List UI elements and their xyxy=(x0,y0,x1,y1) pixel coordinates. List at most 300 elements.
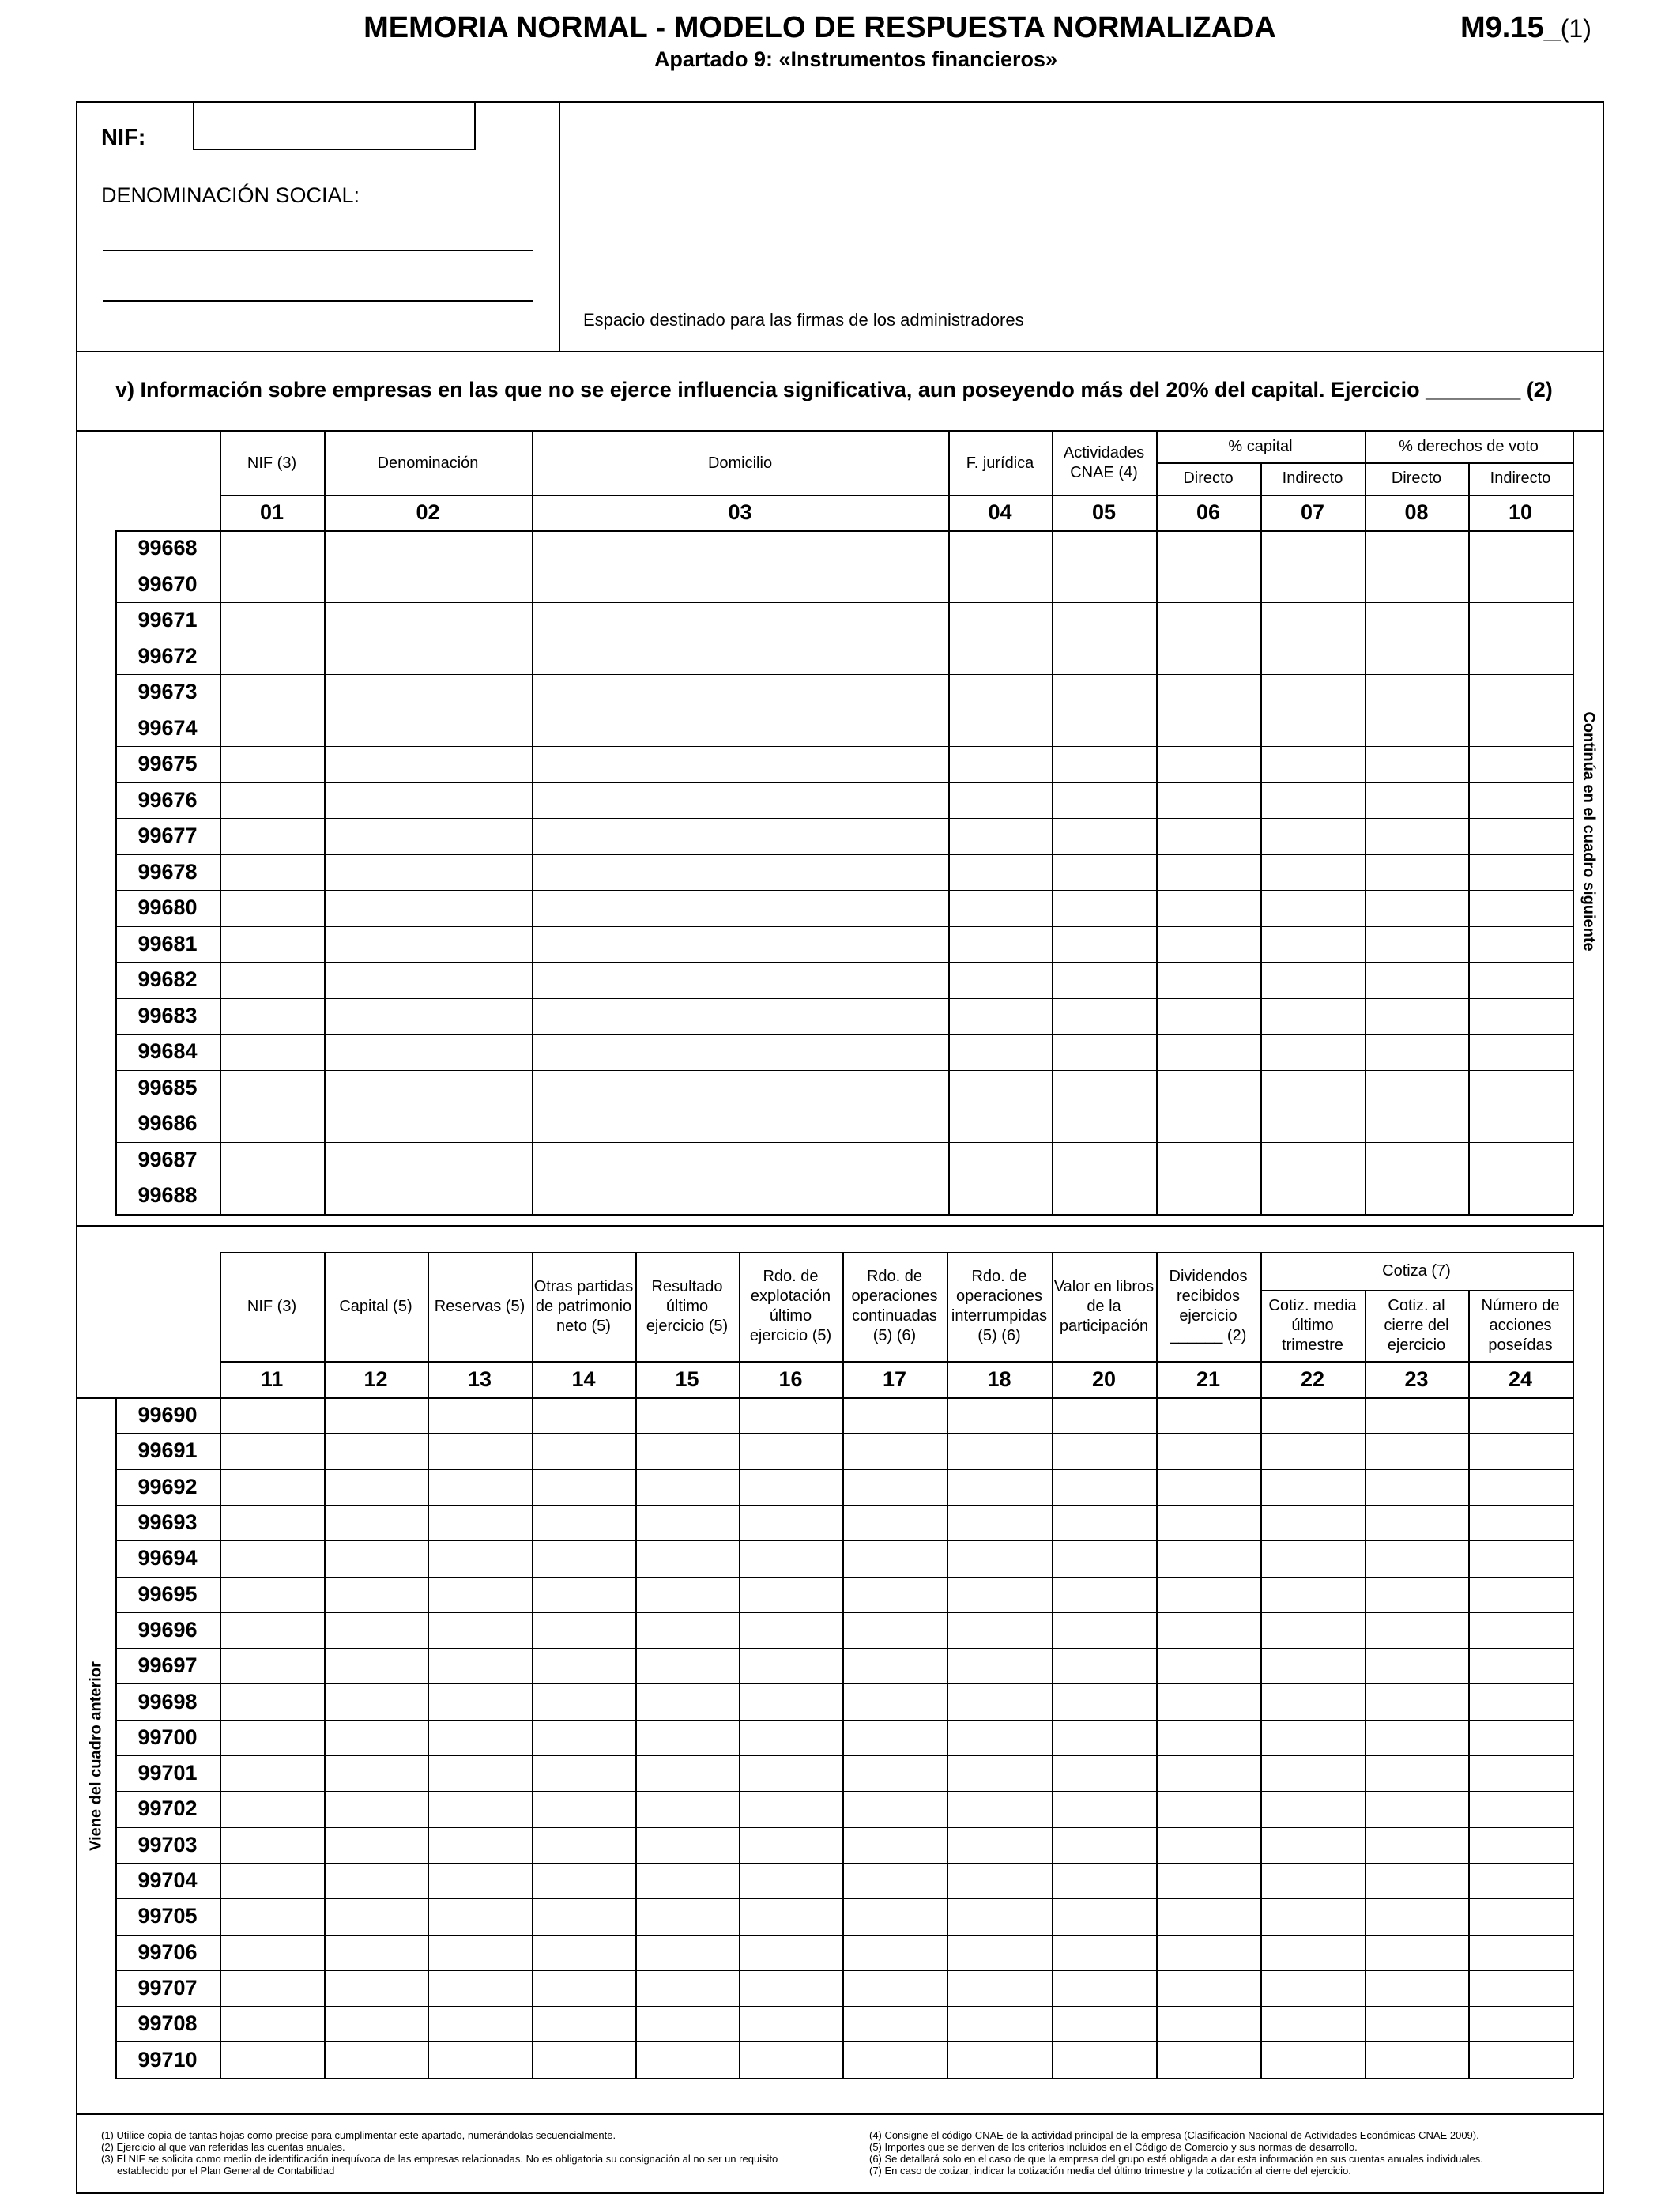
table-cell[interactable] xyxy=(947,1970,1052,2006)
table-cell[interactable] xyxy=(948,818,1052,854)
table-cell[interactable] xyxy=(532,639,948,675)
table-cell[interactable] xyxy=(532,1683,635,1719)
table-cell[interactable] xyxy=(532,854,948,891)
table-cell[interactable] xyxy=(532,567,948,603)
table-cell[interactable] xyxy=(1365,711,1468,747)
table-cell[interactable] xyxy=(220,1540,324,1576)
table-cell[interactable] xyxy=(1260,962,1365,998)
table-cell[interactable] xyxy=(1260,1720,1365,1755)
table-cell[interactable] xyxy=(635,1433,739,1468)
table-cell[interactable] xyxy=(1468,1970,1573,2006)
table-cell[interactable] xyxy=(1052,1935,1156,1970)
table-cell[interactable] xyxy=(1260,530,1365,567)
table-cell[interactable] xyxy=(1156,2041,1260,2077)
table-cell[interactable] xyxy=(635,1469,739,1505)
table-cell[interactable] xyxy=(1260,890,1365,926)
table-cell[interactable] xyxy=(1052,1106,1156,1142)
table-cell[interactable] xyxy=(1468,1720,1573,1755)
table-cell[interactable] xyxy=(532,1070,948,1106)
table-cell[interactable] xyxy=(739,1648,842,1683)
table-cell[interactable] xyxy=(1052,1755,1156,1791)
table-cell[interactable] xyxy=(1468,1178,1573,1214)
table-cell[interactable] xyxy=(1468,1648,1573,1683)
table-cell[interactable] xyxy=(1052,854,1156,891)
table-cell[interactable] xyxy=(1156,1540,1260,1576)
table-cell[interactable] xyxy=(428,1791,532,1826)
table-cell[interactable] xyxy=(324,1505,428,1540)
table-cell[interactable] xyxy=(1052,1683,1156,1719)
table-cell[interactable] xyxy=(324,1898,428,1934)
table-cell[interactable] xyxy=(324,1791,428,1826)
table-cell[interactable] xyxy=(1052,530,1156,567)
table-cell[interactable] xyxy=(324,1070,532,1106)
table-cell[interactable] xyxy=(1260,926,1365,963)
table-cell[interactable] xyxy=(1468,1898,1573,1934)
table-cell[interactable] xyxy=(635,1755,739,1791)
table-cell[interactable] xyxy=(842,1720,947,1755)
table-cell[interactable] xyxy=(1365,1577,1468,1612)
table-cell[interactable] xyxy=(324,1720,428,1755)
table-cell[interactable] xyxy=(739,1755,842,1791)
table-cell[interactable] xyxy=(428,1970,532,2006)
table-cell[interactable] xyxy=(1156,746,1260,782)
table-cell[interactable] xyxy=(947,1935,1052,1970)
table-cell[interactable] xyxy=(947,1898,1052,1934)
table-cell[interactable] xyxy=(1468,1106,1573,1142)
table-cell[interactable] xyxy=(220,818,324,854)
table-cell[interactable] xyxy=(1260,1791,1365,1826)
table-cell[interactable] xyxy=(947,1397,1052,1433)
table-cell[interactable] xyxy=(1052,1034,1156,1070)
table-cell[interactable] xyxy=(532,1935,635,1970)
table-cell[interactable] xyxy=(1052,674,1156,711)
table-cell[interactable] xyxy=(1052,1142,1156,1178)
table-cell[interactable] xyxy=(1365,530,1468,567)
table-cell[interactable] xyxy=(324,926,532,963)
table-cell[interactable] xyxy=(532,602,948,639)
table-cell[interactable] xyxy=(220,530,324,567)
table-cell[interactable] xyxy=(1365,818,1468,854)
table-cell[interactable] xyxy=(324,1469,428,1505)
table-cell[interactable] xyxy=(1365,962,1468,998)
table-cell[interactable] xyxy=(1468,890,1573,926)
table-cell[interactable] xyxy=(1365,1827,1468,1863)
table-cell[interactable] xyxy=(1365,1505,1468,1540)
table-cell[interactable] xyxy=(1365,1433,1468,1468)
table-cell[interactable] xyxy=(532,1827,635,1863)
table-cell[interactable] xyxy=(1052,926,1156,963)
table-cell[interactable] xyxy=(1052,1827,1156,1863)
table-cell[interactable] xyxy=(1156,1898,1260,1934)
table-cell[interactable] xyxy=(1156,1577,1260,1612)
table-cell[interactable] xyxy=(1468,711,1573,747)
table-cell[interactable] xyxy=(1365,1612,1468,1648)
table-cell[interactable] xyxy=(532,782,948,819)
table-cell[interactable] xyxy=(948,1070,1052,1106)
table-cell[interactable] xyxy=(948,746,1052,782)
table-cell[interactable] xyxy=(1365,1142,1468,1178)
table-cell[interactable] xyxy=(947,1505,1052,1540)
table-cell[interactable] xyxy=(532,998,948,1035)
table-cell[interactable] xyxy=(1260,1612,1365,1648)
table-cell[interactable] xyxy=(948,530,1052,567)
table-cell[interactable] xyxy=(532,926,948,963)
table-cell[interactable] xyxy=(1052,2041,1156,2077)
table-cell[interactable] xyxy=(739,1720,842,1755)
table-cell[interactable] xyxy=(324,639,532,675)
table-cell[interactable] xyxy=(1468,1577,1573,1612)
table-cell[interactable] xyxy=(220,1397,324,1433)
table-cell[interactable] xyxy=(1468,567,1573,603)
table-cell[interactable] xyxy=(532,1034,948,1070)
table-cell[interactable] xyxy=(220,1505,324,1540)
table-cell[interactable] xyxy=(1468,1540,1573,1576)
table-cell[interactable] xyxy=(532,1106,948,1142)
table-cell[interactable] xyxy=(739,1577,842,1612)
table-cell[interactable] xyxy=(947,2041,1052,2077)
table-cell[interactable] xyxy=(1156,1720,1260,1755)
table-cell[interactable] xyxy=(1260,1827,1365,1863)
table-cell[interactable] xyxy=(1365,890,1468,926)
table-cell[interactable] xyxy=(1260,1142,1365,1178)
table-cell[interactable] xyxy=(324,1827,428,1863)
table-cell[interactable] xyxy=(1468,1070,1573,1106)
table-cell[interactable] xyxy=(324,530,532,567)
table-cell[interactable] xyxy=(739,1863,842,1898)
table-cell[interactable] xyxy=(220,602,324,639)
table-cell[interactable] xyxy=(1052,1433,1156,1468)
table-cell[interactable] xyxy=(1156,1397,1260,1433)
table-cell[interactable] xyxy=(635,2006,739,2041)
table-cell[interactable] xyxy=(635,1791,739,1826)
table-cell[interactable] xyxy=(1260,639,1365,675)
table-cell[interactable] xyxy=(532,1970,635,2006)
table-cell[interactable] xyxy=(324,962,532,998)
table-cell[interactable] xyxy=(1052,818,1156,854)
table-cell[interactable] xyxy=(1156,1178,1260,1214)
table-cell[interactable] xyxy=(1365,782,1468,819)
table-cell[interactable] xyxy=(1365,1106,1468,1142)
table-cell[interactable] xyxy=(324,711,532,747)
table-cell[interactable] xyxy=(1052,1863,1156,1898)
table-cell[interactable] xyxy=(532,530,948,567)
table-cell[interactable] xyxy=(1468,962,1573,998)
table-cell[interactable] xyxy=(220,1070,324,1106)
table-cell[interactable] xyxy=(842,1648,947,1683)
table-cell[interactable] xyxy=(1365,2041,1468,2077)
table-cell[interactable] xyxy=(220,1469,324,1505)
table-cell[interactable] xyxy=(1052,2006,1156,2041)
table-cell[interactable] xyxy=(1156,674,1260,711)
table-cell[interactable] xyxy=(1365,746,1468,782)
table-cell[interactable] xyxy=(1156,998,1260,1035)
table-cell[interactable] xyxy=(220,674,324,711)
table-cell[interactable] xyxy=(1052,1178,1156,1214)
table-cell[interactable] xyxy=(1156,1935,1260,1970)
table-cell[interactable] xyxy=(1052,1540,1156,1576)
table-cell[interactable] xyxy=(1365,998,1468,1035)
table-cell[interactable] xyxy=(324,602,532,639)
table-cell[interactable] xyxy=(1365,2006,1468,2041)
table-cell[interactable] xyxy=(324,1577,428,1612)
table-cell[interactable] xyxy=(324,567,532,603)
table-cell[interactable] xyxy=(1468,1469,1573,1505)
table-cell[interactable] xyxy=(220,1863,324,1898)
table-cell[interactable] xyxy=(532,1755,635,1791)
table-cell[interactable] xyxy=(1156,1863,1260,1898)
table-cell[interactable] xyxy=(1365,1648,1468,1683)
table-cell[interactable] xyxy=(532,2006,635,2041)
table-cell[interactable] xyxy=(220,2041,324,2077)
table-cell[interactable] xyxy=(1260,1469,1365,1505)
table-cell[interactable] xyxy=(635,1720,739,1755)
table-cell[interactable] xyxy=(1365,1070,1468,1106)
table-cell[interactable] xyxy=(739,1791,842,1826)
table-cell[interactable] xyxy=(1468,602,1573,639)
table-cell[interactable] xyxy=(739,1540,842,1576)
table-cell[interactable] xyxy=(739,2006,842,2041)
table-cell[interactable] xyxy=(1260,1178,1365,1214)
table-cell[interactable] xyxy=(1365,1791,1468,1826)
table-cell[interactable] xyxy=(1468,1505,1573,1540)
table-cell[interactable] xyxy=(532,1142,948,1178)
table-cell[interactable] xyxy=(428,1755,532,1791)
table-cell[interactable] xyxy=(635,1577,739,1612)
table-cell[interactable] xyxy=(532,1469,635,1505)
table-cell[interactable] xyxy=(324,1178,532,1214)
table-cell[interactable] xyxy=(1260,1755,1365,1791)
table-cell[interactable] xyxy=(947,1683,1052,1719)
table-cell[interactable] xyxy=(428,2006,532,2041)
table-cell[interactable] xyxy=(428,1397,532,1433)
table-cell[interactable] xyxy=(948,962,1052,998)
table-cell[interactable] xyxy=(947,1791,1052,1826)
table-cell[interactable] xyxy=(428,1469,532,1505)
table-cell[interactable] xyxy=(1156,602,1260,639)
table-cell[interactable] xyxy=(842,1505,947,1540)
table-cell[interactable] xyxy=(1156,1791,1260,1826)
table-cell[interactable] xyxy=(1468,1433,1573,1468)
table-cell[interactable] xyxy=(1260,1433,1365,1468)
table-cell[interactable] xyxy=(948,674,1052,711)
table-cell[interactable] xyxy=(948,854,1052,891)
table-cell[interactable] xyxy=(1468,1612,1573,1648)
table-cell[interactable] xyxy=(220,1612,324,1648)
table-cell[interactable] xyxy=(1468,746,1573,782)
table-cell[interactable] xyxy=(220,567,324,603)
table-cell[interactable] xyxy=(1156,1106,1260,1142)
table-cell[interactable] xyxy=(948,711,1052,747)
table-cell[interactable] xyxy=(1365,1178,1468,1214)
table-cell[interactable] xyxy=(842,1791,947,1826)
table-cell[interactable] xyxy=(1365,1540,1468,1576)
table-cell[interactable] xyxy=(324,1397,428,1433)
table-cell[interactable] xyxy=(739,1612,842,1648)
table-cell[interactable] xyxy=(220,1970,324,2006)
table-cell[interactable] xyxy=(1468,998,1573,1035)
table-cell[interactable] xyxy=(220,1827,324,1863)
table-cell[interactable] xyxy=(1365,1034,1468,1070)
table-cell[interactable] xyxy=(1052,1397,1156,1433)
table-cell[interactable] xyxy=(532,1540,635,1576)
table-cell[interactable] xyxy=(1156,1970,1260,2006)
table-cell[interactable] xyxy=(635,1612,739,1648)
table-cell[interactable] xyxy=(1260,818,1365,854)
table-cell[interactable] xyxy=(739,1683,842,1719)
table-cell[interactable] xyxy=(1365,1935,1468,1970)
nif-field[interactable] xyxy=(193,101,476,150)
table-cell[interactable] xyxy=(948,1034,1052,1070)
table-cell[interactable] xyxy=(220,1683,324,1719)
table-cell[interactable] xyxy=(220,1178,324,1214)
table-cell[interactable] xyxy=(532,1505,635,1540)
table-cell[interactable] xyxy=(324,1935,428,1970)
table-cell[interactable] xyxy=(324,782,532,819)
table-cell[interactable] xyxy=(1156,926,1260,963)
table-cell[interactable] xyxy=(532,1863,635,1898)
table-cell[interactable] xyxy=(1365,1397,1468,1433)
table-cell[interactable] xyxy=(1052,1469,1156,1505)
table-cell[interactable] xyxy=(1365,567,1468,603)
table-cell[interactable] xyxy=(842,1397,947,1433)
table-cell[interactable] xyxy=(324,1970,428,2006)
table-cell[interactable] xyxy=(220,1755,324,1791)
table-cell[interactable] xyxy=(1156,1683,1260,1719)
table-cell[interactable] xyxy=(947,1863,1052,1898)
table-cell[interactable] xyxy=(739,1970,842,2006)
table-cell[interactable] xyxy=(1468,674,1573,711)
table-cell[interactable] xyxy=(1156,818,1260,854)
table-cell[interactable] xyxy=(635,1935,739,1970)
table-cell[interactable] xyxy=(1156,1469,1260,1505)
table-cell[interactable] xyxy=(1156,1612,1260,1648)
table-cell[interactable] xyxy=(1156,1505,1260,1540)
table-cell[interactable] xyxy=(635,1863,739,1898)
table-cell[interactable] xyxy=(842,1683,947,1719)
table-cell[interactable] xyxy=(532,1577,635,1612)
table-cell[interactable] xyxy=(1260,602,1365,639)
denominacion-line-2[interactable] xyxy=(103,300,533,302)
table-cell[interactable] xyxy=(532,1397,635,1433)
table-cell[interactable] xyxy=(1260,1970,1365,2006)
table-cell[interactable] xyxy=(1365,1720,1468,1755)
table-cell[interactable] xyxy=(1156,1648,1260,1683)
table-cell[interactable] xyxy=(1365,602,1468,639)
table-cell[interactable] xyxy=(1052,1505,1156,1540)
table-cell[interactable] xyxy=(324,674,532,711)
table-cell[interactable] xyxy=(1156,1070,1260,1106)
table-cell[interactable] xyxy=(1052,1612,1156,1648)
table-cell[interactable] xyxy=(324,1433,428,1468)
table-cell[interactable] xyxy=(947,1648,1052,1683)
table-cell[interactable] xyxy=(1468,1935,1573,1970)
table-cell[interactable] xyxy=(532,962,948,998)
table-cell[interactable] xyxy=(948,602,1052,639)
table-cell[interactable] xyxy=(842,1577,947,1612)
table-cell[interactable] xyxy=(739,1433,842,1468)
table-cell[interactable] xyxy=(1468,1755,1573,1791)
table-cell[interactable] xyxy=(220,1720,324,1755)
table-cell[interactable] xyxy=(324,1034,532,1070)
table-cell[interactable] xyxy=(1260,1863,1365,1898)
table-cell[interactable] xyxy=(1365,639,1468,675)
table-cell[interactable] xyxy=(324,2006,428,2041)
table-cell[interactable] xyxy=(1468,926,1573,963)
table-cell[interactable] xyxy=(1260,1898,1365,1934)
table-cell[interactable] xyxy=(1468,530,1573,567)
table-cell[interactable] xyxy=(1468,854,1573,891)
table-cell[interactable] xyxy=(324,854,532,891)
table-cell[interactable] xyxy=(1468,1683,1573,1719)
table-cell[interactable] xyxy=(1052,1791,1156,1826)
table-cell[interactable] xyxy=(324,818,532,854)
table-cell[interactable] xyxy=(532,1178,948,1214)
table-cell[interactable] xyxy=(428,1612,532,1648)
table-cell[interactable] xyxy=(324,1683,428,1719)
table-cell[interactable] xyxy=(1260,1648,1365,1683)
table-cell[interactable] xyxy=(947,1540,1052,1576)
table-cell[interactable] xyxy=(739,1469,842,1505)
table-cell[interactable] xyxy=(1365,926,1468,963)
table-cell[interactable] xyxy=(1365,1898,1468,1934)
table-cell[interactable] xyxy=(947,1612,1052,1648)
table-cell[interactable] xyxy=(532,1720,635,1755)
table-cell[interactable] xyxy=(220,962,324,998)
table-cell[interactable] xyxy=(1052,1970,1156,2006)
table-cell[interactable] xyxy=(1156,854,1260,891)
table-cell[interactable] xyxy=(1052,1648,1156,1683)
table-cell[interactable] xyxy=(428,1863,532,1898)
table-cell[interactable] xyxy=(1260,998,1365,1035)
table-cell[interactable] xyxy=(324,1612,428,1648)
table-cell[interactable] xyxy=(324,890,532,926)
table-cell[interactable] xyxy=(220,1433,324,1468)
table-cell[interactable] xyxy=(220,998,324,1035)
table-cell[interactable] xyxy=(1052,711,1156,747)
table-cell[interactable] xyxy=(532,2041,635,2077)
table-cell[interactable] xyxy=(947,1577,1052,1612)
table-cell[interactable] xyxy=(635,1970,739,2006)
table-cell[interactable] xyxy=(532,890,948,926)
table-cell[interactable] xyxy=(1156,1034,1260,1070)
table-cell[interactable] xyxy=(1052,746,1156,782)
table-cell[interactable] xyxy=(324,998,532,1035)
table-cell[interactable] xyxy=(324,746,532,782)
table-cell[interactable] xyxy=(1260,1577,1365,1612)
table-cell[interactable] xyxy=(532,1612,635,1648)
table-cell[interactable] xyxy=(428,1720,532,1755)
table-cell[interactable] xyxy=(324,1863,428,1898)
table-cell[interactable] xyxy=(1156,1755,1260,1791)
table-cell[interactable] xyxy=(948,639,1052,675)
table-cell[interactable] xyxy=(842,1433,947,1468)
table-cell[interactable] xyxy=(1260,746,1365,782)
table-cell[interactable] xyxy=(532,818,948,854)
table-cell[interactable] xyxy=(220,711,324,747)
table-cell[interactable] xyxy=(220,639,324,675)
table-cell[interactable] xyxy=(428,1898,532,1934)
table-cell[interactable] xyxy=(1468,2041,1573,2077)
table-cell[interactable] xyxy=(842,1970,947,2006)
table-cell[interactable] xyxy=(948,1142,1052,1178)
table-cell[interactable] xyxy=(220,1898,324,1934)
table-cell[interactable] xyxy=(532,1898,635,1934)
table-cell[interactable] xyxy=(428,2041,532,2077)
table-cell[interactable] xyxy=(947,1827,1052,1863)
table-cell[interactable] xyxy=(1468,1034,1573,1070)
table-cell[interactable] xyxy=(739,1397,842,1433)
table-cell[interactable] xyxy=(220,1142,324,1178)
